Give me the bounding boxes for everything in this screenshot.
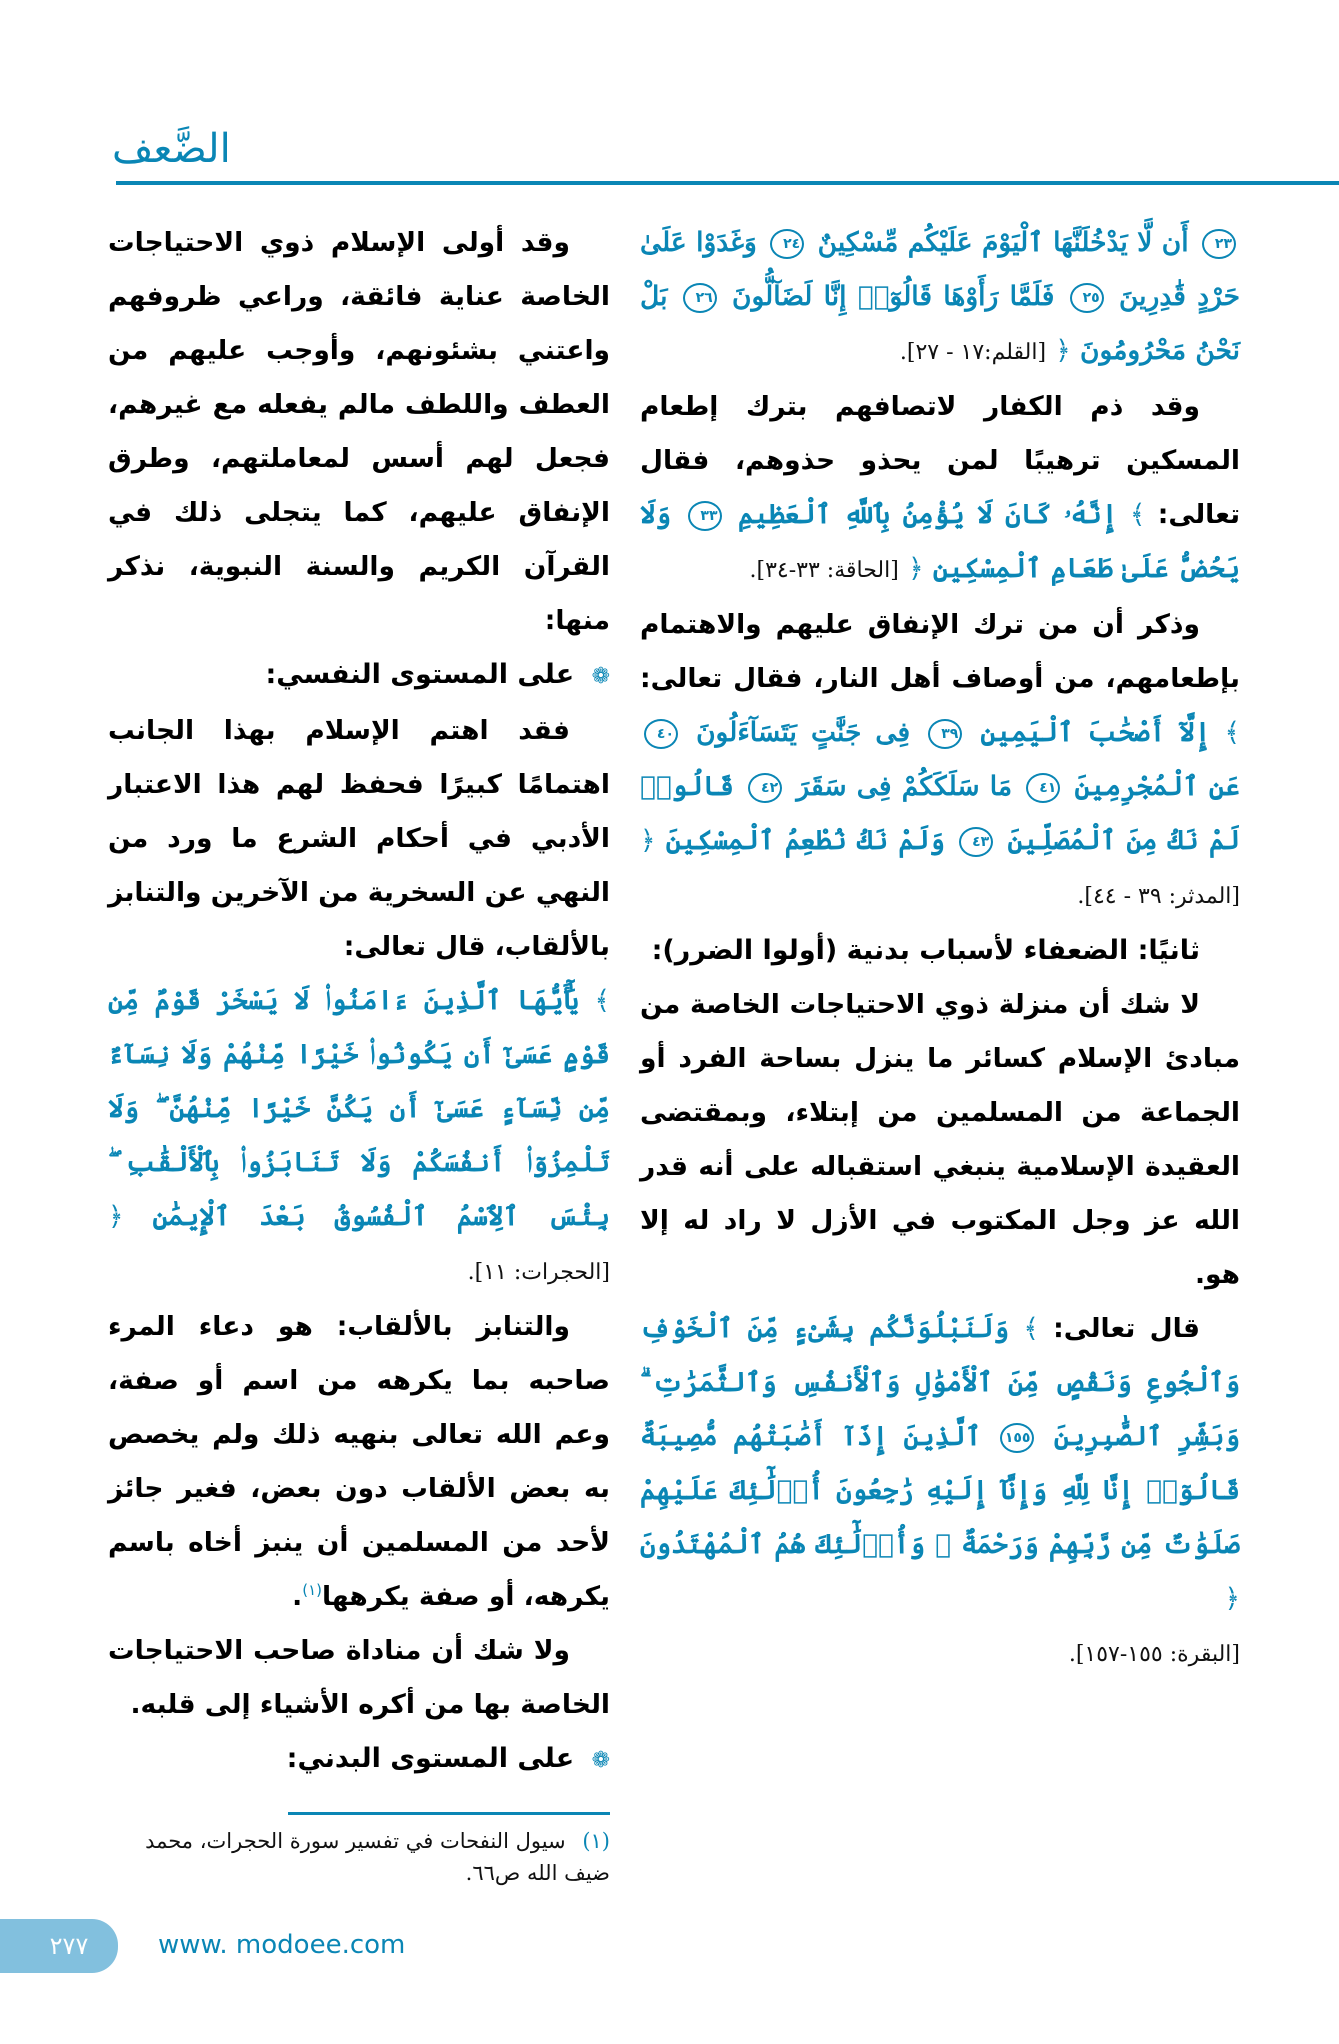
ayah-marker: ٤٢	[748, 773, 782, 803]
page-spacer	[0, 1889, 1339, 1919]
two-column-body	[0, 186, 1339, 1788]
paragraph	[108, 1300, 610, 1624]
subheading-text: على المستوى البدني:	[286, 1743, 575, 1774]
verse-text: وَغَدَوْا عَلَىٰ حَرْدٍ قَٰدِرِينَ	[640, 227, 1240, 312]
verse-text: عَنِ ٱلْمُجْرِمِينَ	[1074, 771, 1240, 802]
quran-bracket-open-icon: ﴾	[1023, 1313, 1039, 1344]
paragraph	[640, 1302, 1240, 1626]
quran-bracket-close-icon: ﴿	[908, 553, 924, 584]
verse-reference: [القلم:١٧ - ٢٧].	[899, 340, 1047, 365]
paragraph-text: وقد ذم الكفار لاتصافهم بترك إطعام المسكين ترهيبًا لمن يحذو حذوهم، فقال تعالى:	[640, 391, 1241, 530]
footnote-marker[interactable]: (١)	[302, 1581, 322, 1600]
ayah-marker: ٤٣	[959, 827, 993, 857]
verse-text: وَلَنَبْلُوَنَّكُم بِشَىْءٍ مِّنَ ٱلْخَوْفِ وَٱلْجُوعِ وَنَقْصٍ مِّنَ ٱلْأَمْوَٰلِ وَٱلْأَنفُسِ وَٱلثَّمَرَٰتِ ۗ وَبَشِّرِ ٱلصَّٰبِرِينَ	[640, 1313, 1240, 1452]
verse-text: إِلَّآ أَصْحَٰبَ ٱلْيَمِينِ	[980, 717, 1211, 748]
ayah-marker: ٢٥	[1070, 283, 1104, 313]
left-column	[108, 216, 610, 1788]
verse-text: مَا سَلَكَكُمْ فِى سَقَرَ	[796, 771, 1013, 802]
paragraph-text: قال تعالى:	[1053, 1313, 1200, 1344]
ayah-marker: ١٥٥	[1000, 1423, 1034, 1453]
quran-bracket-close-icon: ﴿	[640, 825, 656, 856]
verse-reference-line	[640, 1626, 1240, 1682]
verse-text: يَٰٓأَيُّهَا ٱلَّذِينَ ءَامَنُوا۟ لَا يَسْخَرْ قَوْمٌ مِّن قَوْمٍ عَسَىٰٓ أَن يَكُونُوا۟ خَيْرًا مِّنْهُمْ وَلَا نِسَآءٌ مِّن نِّسَآءٍ عَسَىٰٓ أَن يَكُنَّ خَيْرًا مِّنْهُنَّ ۖ وَلَا تَلْمِزُوٓا۟ أَنفُسَكُمْ وَلَا تَنَابَزُوا۟ بِٱلْأَلْقَٰبِ ۖ بِئْسَ ٱلِٱسْمُ ٱلْفُسُوقُ بَعْدَ ٱلْإِيمَٰنِ	[108, 985, 610, 1232]
verse-text: ٱلَّذِينَ إِذَآ أَصَٰبَتْهُم مُّصِيبَةٌ قَالُوٓا۟ إِنَّا لِلَّهِ وَإِنَّآ إِلَيْهِ رَٰجِعُونَ أُو۟لَٰٓئِكَ عَلَيْهِمْ صَلَوَٰتٌ مِّن رَّبِّهِمْ وَرَحْمَةٌ ۖ وَأُو۟لَٰٓئِكَ هُمُ ٱلْمُهْتَدُونَ	[640, 1421, 1240, 1560]
quran-bracket-open-icon: ﴾	[594, 985, 610, 1016]
page-header	[0, 120, 1339, 186]
right-column	[640, 216, 1240, 1682]
header-rule	[116, 181, 1339, 185]
paragraph: لا شك أن منزلة ذوي الاحتياجات الخاصة من مبادئ الإسلام كسائر ما ينزل بساحة الفرد أو الجماعة من المسلمين من إبتلاء، وبمقتضى العقيدة الإسلامية ينبغي استقباله على أنه قدر الله عز وجل المكتوب في الأزل لا راد له إلا هو.	[640, 989, 1240, 1290]
subheading-psychological	[108, 648, 610, 704]
ayah-marker: ٤١	[1026, 773, 1060, 803]
ayah-marker: ٢٤	[770, 229, 804, 259]
verse-text: بَلْ نَحْنُ مَحْرُومُونَ	[640, 281, 1240, 366]
footnote-text: سيول النفحات في تفسير سورة الحجرات، محمد ضيف الله ص٦٦.	[145, 1829, 610, 1885]
verse-reference: [الحجرات: ١١].	[467, 1260, 610, 1285]
verse-text: فَلَمَّا رَأَوْهَا قَالُوٓا۟ إِنَّا لَضَآلُّونَ	[732, 281, 1055, 312]
quran-bracket-open-icon: ﴾	[1129, 499, 1146, 530]
verse-reference: [المدثر: ٣٩ - ٤٤].	[1077, 884, 1240, 909]
ayah-marker: ٢٦	[683, 283, 717, 313]
verse-text: وَلَمْ نَكُ نُطْعِمُ ٱلْمِسْكِينَ	[665, 825, 945, 856]
ayah-marker: ٢٣	[1202, 229, 1236, 259]
paragraph-text: والتنابز بالألقاب: هو دعاء المرء صاحبه بما يكرهه من اسم أو صفة، وعم الله تعالى بنهيه ذلك ولم يخصص به بعض الألقاب دون بعض، فغير جائز لأحد من المسلمين أن ينبز أخاه باسم يكرهه، أو صفة يكرهها	[108, 1311, 610, 1612]
paragraph	[640, 598, 1240, 924]
website-link[interactable]: www. modoee.com	[158, 1930, 406, 1960]
chapter-title: الضَّعف	[112, 126, 231, 172]
ayah-marker: ٣٩	[928, 719, 962, 749]
footnote-area	[0, 1788, 1339, 1889]
verse-text: قَالُوا۟ لَمْ نَكُ مِنَ ٱلْمُصَلِّينَ	[640, 771, 1241, 856]
page-number: ٢٧٧	[0, 1919, 118, 1973]
verse-text: إِنَّهُۥ كَانَ لَا يُؤْمِنُ بِٱللَّهِ ٱلْعَظِيمِ	[737, 499, 1118, 530]
subheading-text: على المستوى النفسي:	[265, 659, 575, 690]
verse-text: أَن لَّا يَدْخُلَنَّهَا ٱلْيَوْمَ عَلَيْكُم مِّسْكِينٌ	[817, 227, 1189, 258]
flower-ornament-icon: ❁	[591, 664, 610, 689]
verse-text: فِى جَنَّٰتٍ يَتَسَآءَلُونَ	[696, 717, 911, 748]
paragraph: فقد اهتم الإسلام بهذا الجانب اهتمامًا كبيرًا فحفظ لهم هذا الاعتبار الأدبي في أحكام الشرع ما ورد من النهي عن السخرية من الآخرين والتنابز بالألقاب، قال تعالى:	[108, 715, 610, 962]
quran-quote-qalam	[640, 216, 1240, 380]
quran-quote-hujurat	[108, 974, 610, 1300]
paragraph-end: .	[292, 1581, 303, 1612]
paragraph: ولا شك أن مناداة صاحب الاحتياجات الخاصة بها من أكره الأشياء إلى قلبه.	[108, 1635, 610, 1720]
quran-bracket-close-icon: ﴿	[1224, 1583, 1240, 1614]
paragraph-text: وذكر أن من ترك الإنفاق عليهم والاهتمام بإطعامهم، من أوصاف أهل النار، فقال تعالى:	[640, 609, 1240, 694]
verse-text: وَلَا يَحُضُّ عَلَىٰ طَعَامِ ٱلْمِسْكِينِ	[640, 499, 1240, 584]
section-heading: ثانيًا: الضعفاء لأسباب بدنية (أولوا الضرر):	[651, 935, 1200, 966]
footnote-rule	[288, 1812, 610, 1815]
quran-bracket-open-icon: ﴾	[1224, 717, 1241, 748]
ayah-marker: ٣٣	[688, 501, 722, 531]
verse-reference: [الحاقة: ٣٣-٣٤].	[749, 558, 899, 583]
paragraph	[640, 380, 1240, 598]
flower-ornament-icon: ❁	[591, 1748, 610, 1773]
footnote-number: (١)	[582, 1829, 610, 1853]
footnote	[108, 1825, 610, 1889]
paragraph: وقد أولى الإسلام ذوي الاحتياجات الخاصة عناية فائقة، وراعي ظروفهم واعتني بشئونهم، وأوجب عليهم من العطف واللطف مالم يفعله مع غيرهم، فجعل لهم أسس لمعاملتهم، وطرق الإنفاق عليهم، كما يتجلى ذلك في القرآن الكريم والسنة النبوية، نذكر منها:	[108, 227, 610, 636]
verse-reference: [البقرة: ١٥٥-١٥٧].	[1068, 1642, 1240, 1667]
ayah-marker: ٤٠	[644, 719, 678, 749]
subheading-physical	[108, 1732, 610, 1788]
quran-bracket-close-icon: ﴿	[108, 1201, 124, 1232]
page-footer	[0, 1919, 1339, 1973]
quran-bracket-close-icon: ﴿	[1055, 335, 1071, 366]
